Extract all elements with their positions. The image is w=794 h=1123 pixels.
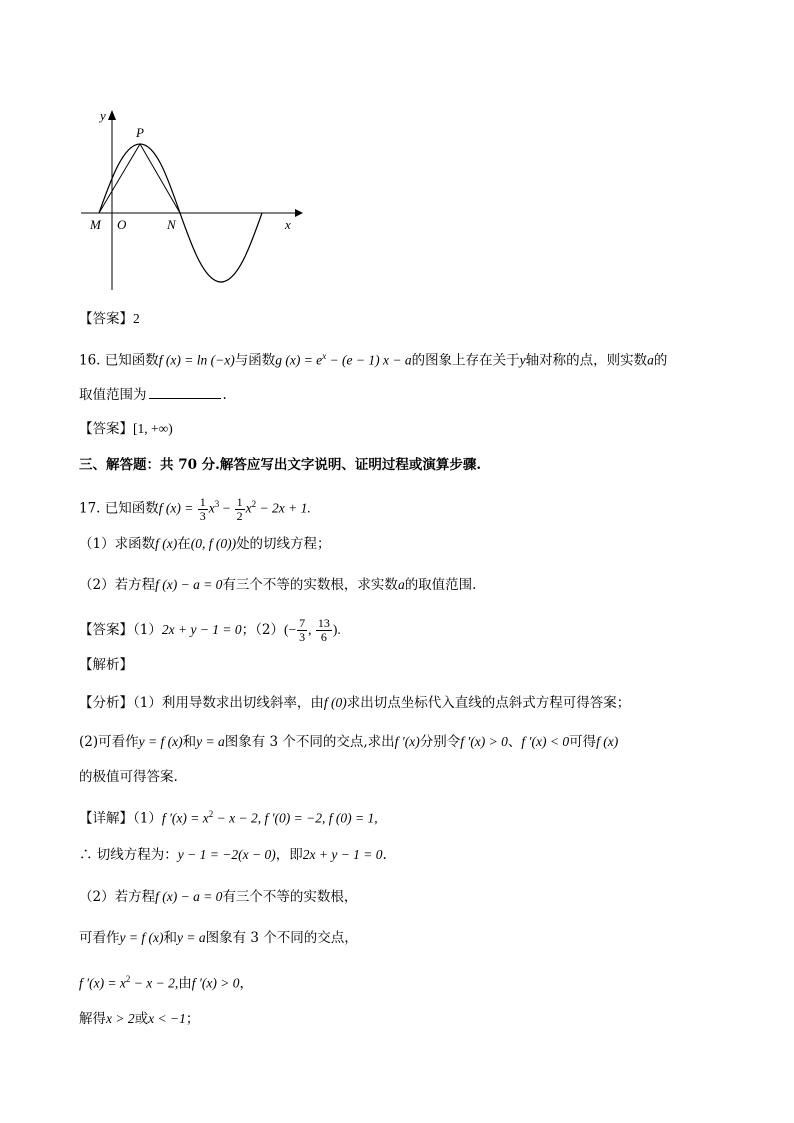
segment-PN bbox=[140, 144, 180, 213]
answer-16 bbox=[79, 419, 173, 439]
analysis-heading: 【解析】 bbox=[79, 657, 133, 673]
answer-15 bbox=[79, 309, 140, 329]
label-N: N bbox=[167, 217, 176, 232]
answer-tag: 【答案】 bbox=[79, 311, 133, 327]
fraction-13-6: $\frac{13}{6}$ bbox=[317, 616, 330, 644]
fenxi-line2: (2)可看作y = f (x)和y = a图象有 3 个不同的交点,求出f ′(x)分别令f ′(x) > 0、f ′(x) < 0可得f (x) bbox=[79, 734, 619, 750]
answer-value: [1, +∞) bbox=[133, 421, 173, 436]
fraction-1-3: $\frac{1}{3}$ bbox=[199, 494, 206, 523]
y-axis-arrow bbox=[108, 110, 116, 120]
fenxi-line3: 的极值可得答案. bbox=[79, 769, 178, 785]
answer-tag: 【答案】 bbox=[79, 622, 133, 638]
label-P: P bbox=[136, 125, 144, 140]
xiangjie-line4: 可看作y = f (x)和y = a图象有 3 个不同的交点， bbox=[79, 930, 358, 946]
answer-blank bbox=[149, 384, 221, 399]
xiangjie-line5: f $'(x) = x^2 - x - 2$,由f ′(x) > 0， bbox=[79, 974, 253, 992]
label-x: x bbox=[285, 217, 291, 232]
label-O: O bbox=[117, 217, 127, 232]
question-17: 17. 已知函数f (x) = $\frac{1}{3}$ $x^3$ − $\frac{1}{2}$ $x^2 - 2x + 1$. bbox=[79, 494, 311, 523]
question-17-part2: （2）若方程f (x) − a = 0有三个不等的实数根，求实数a的取值范围. bbox=[79, 577, 477, 593]
function-graph bbox=[79, 104, 309, 304]
fraction-7-3: $\frac{7}{3}$ bbox=[299, 616, 306, 644]
xiangjie-line1: 【详解】（1）f $'(x) = x^2 - x - 2$, f ′(0) = −2, f (0) = 1, bbox=[79, 809, 378, 827]
question-17-part1: （1）求函数f (x)在(0, f (0))处的切线方程； bbox=[79, 536, 331, 552]
answer-tag: 【答案】 bbox=[79, 421, 133, 437]
answer-17: 【答案】（1）2x + y − 1 = 0；（2）(− $\frac{7}{3}$ , $\frac{13}{6}$ ). bbox=[79, 616, 341, 644]
question-16-line2: 取值范围为 . bbox=[79, 384, 227, 405]
xiangjie-line6: 解得x > 2或x < −1； bbox=[79, 1011, 200, 1027]
question-16-line1: 16. 已知函数f (x) = ln (−x)与函数g $(x) = e^x - (e - 1) x - a$的图象上存在关于y轴对称的点，则实数a的 bbox=[79, 351, 668, 369]
x-axis-arrow bbox=[295, 209, 303, 217]
label-y: y bbox=[100, 108, 106, 123]
xiangjie-line3: （2）若方程f (x) − a = 0有三个不等的实数根， bbox=[79, 889, 358, 905]
xiangjie-line2: ∴ 切线方程为：y − 1 = −2(x − 0)，即2x + y − 1 = 0. bbox=[79, 847, 387, 863]
fraction-1-2: $\frac{1}{2}$ bbox=[236, 494, 243, 523]
fenxi-line1: 【分析】（1）利用导数求出切线斜率，由f (0)求出切点坐标代入直线的点斜式方程可得答案； bbox=[79, 695, 631, 711]
section-3-heading: 三、解答题：共 70 分.解答应写出文字说明、证明过程或演算步骤. bbox=[79, 457, 482, 473]
segment-MP bbox=[99, 144, 140, 213]
label-M: M bbox=[90, 217, 101, 232]
answer-value: 2 bbox=[133, 311, 140, 326]
